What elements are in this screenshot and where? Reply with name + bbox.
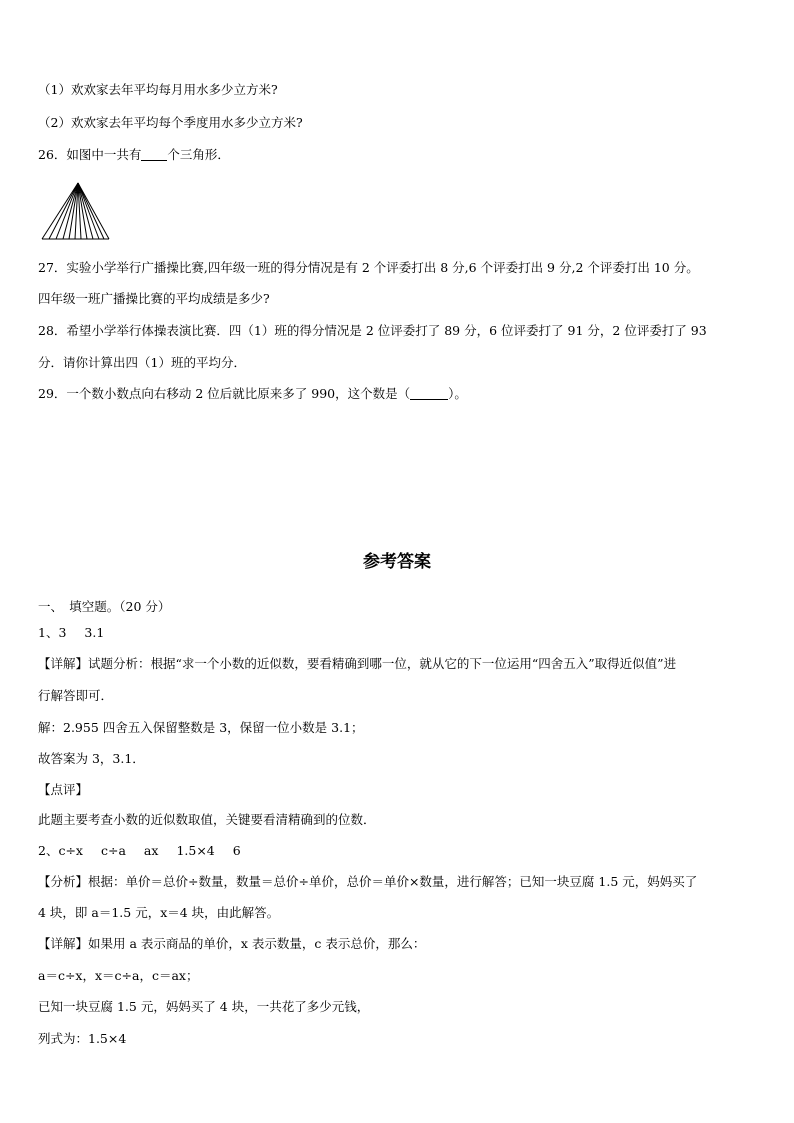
- question-27-line-1: 27．实验小学举行广播操比赛,四年级一班的得分情况是有 2 个评委打出 8 分,6 个评委打出 9 分,2 个评委打出 10 分。: [38, 260, 699, 275]
- answer-1-comment: 此题主要考查小数的近似数取值，关键要看清精确到的位数．: [38, 812, 376, 827]
- answer-2-value-4: 1.5×4: [176, 843, 215, 858]
- question-28-line-1: 28．希望小学举行体操表演比赛．四（1）班的得分情况是 2 位评委打了 89 分，6 位评委打了 91 分，2 位评委打了 93: [38, 323, 707, 338]
- section-heading: 一、 填空题。（20 分）: [38, 599, 171, 614]
- question-25-part-2: （2）欢欢家去年平均每个季度用水多少立方米?: [38, 115, 303, 130]
- answer-1-detail-line-2: 行解答即可．: [38, 688, 114, 703]
- answer-2-value-5: 6: [232, 843, 241, 858]
- answer-2-analysis-line-1: 【分析】根据：单价＝总价÷数量，数量＝总价÷单价，总价＝单价×数量，进行解答；已知一块豆腐 1.5 元，妈妈买了: [38, 874, 698, 889]
- answer-2-expression: 列式为：1.5×4: [38, 1031, 127, 1046]
- answer-2-analysis-line-2: 4 块，即 a＝1.5 元，x＝4 块，由此解答。: [38, 905, 280, 920]
- answer-2: [38, 843, 758, 859]
- question-26-suffix: 个三角形．: [167, 147, 230, 162]
- answer-2-known: 已知一块豆腐 1.5 元，妈妈买了 4 块，一共花了多少元钱，: [38, 999, 370, 1014]
- question-26-text: 26．如图中一共有: [38, 147, 142, 162]
- question-29-text: 29．一个数小数点向右移动 2 位后就比原来多了 990，这个数是（: [38, 386, 411, 401]
- question-25-part-1: （1）欢欢家去年平均每月用水多少立方米?: [38, 82, 278, 97]
- answer-2-value-1: 2、c÷x: [38, 843, 83, 858]
- answer-1: [38, 625, 758, 641]
- answer-2-value-2: c÷a: [100, 843, 126, 858]
- question-27-line-2: 四年级一班广播操比赛的平均成绩是多少?: [38, 291, 270, 306]
- answer-1-result: 故答案为 3，3.1．: [38, 751, 145, 766]
- answer-2-formula: a＝c÷x，x＝c÷a，c＝ax；: [38, 968, 199, 983]
- answer-blank: [410, 387, 448, 400]
- answer-2-detail: 【详解】如果用 a 表示商品的单价，x 表示数量，c 表示总价，那么：: [38, 936, 426, 951]
- answer-1-value: 3.1: [84, 625, 105, 640]
- answer-1-detail-line-1: 【详解】试题分析：根据“求一个小数的近似数，要看精确到哪一位，就从它的下一位运用“四舍五入”取得近似值”进: [38, 656, 677, 671]
- question-28-line-2: 分．请你计算出四（1）班的平均分．: [38, 355, 246, 370]
- answer-1-comment-heading: 【点评】: [38, 782, 89, 797]
- answer-1-number: 1、3: [38, 625, 67, 640]
- answers-title: 参考答案: [363, 552, 431, 572]
- answer-1-solution: 解：2.955 四舍五入保留整数是 3，保留一位小数是 3.1；: [38, 720, 364, 735]
- question-29-suffix: ）。: [448, 386, 467, 401]
- answer-blank: [141, 148, 167, 161]
- question-29: [38, 386, 758, 402]
- triangle-fan-figure: [40, 180, 112, 242]
- question-26: [38, 147, 758, 163]
- answer-2-value-3: ax: [143, 843, 159, 858]
